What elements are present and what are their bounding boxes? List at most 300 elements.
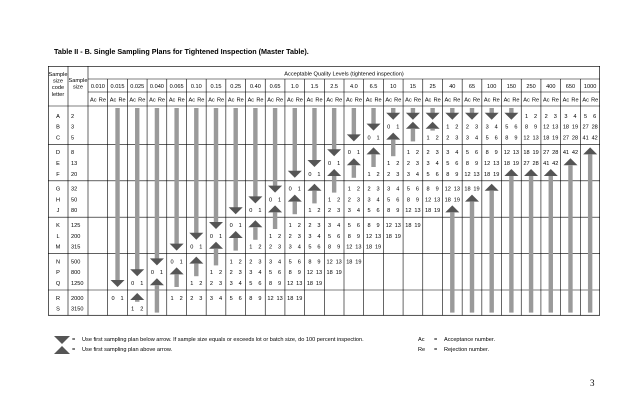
re-value: 6 bbox=[435, 171, 439, 178]
arrow-down-icon bbox=[386, 113, 400, 120]
ac-value: 41 bbox=[582, 135, 589, 142]
ac-value: 3 bbox=[328, 222, 332, 229]
re-value: 28 bbox=[552, 150, 559, 157]
row-code-letter: K bbox=[56, 222, 60, 229]
ac-value: 12 bbox=[543, 124, 550, 131]
arrow-up-shaft bbox=[273, 212, 277, 229]
ac-header: Ac bbox=[208, 97, 215, 104]
header-code-letter: code bbox=[51, 85, 65, 92]
re-value: 2 bbox=[179, 295, 183, 302]
re-header: Re bbox=[118, 97, 126, 104]
re-value: 9 bbox=[258, 295, 262, 302]
ac-value: 1 bbox=[131, 306, 135, 313]
ac-value: 0 bbox=[249, 208, 253, 215]
ac-header: Ac bbox=[188, 97, 196, 104]
re-value: 2 bbox=[297, 222, 301, 229]
ac-value: 18 bbox=[326, 270, 333, 277]
ac-value: 18 bbox=[385, 233, 392, 240]
re-value: 3 bbox=[199, 295, 203, 302]
re-value: 2 bbox=[317, 208, 321, 215]
ac-value: 18 bbox=[365, 244, 373, 251]
ac-value: 5 bbox=[347, 222, 351, 229]
re-header: Re bbox=[315, 97, 323, 104]
arrow-down-icon bbox=[209, 222, 223, 229]
re-value: 6 bbox=[337, 233, 341, 240]
arrow-down-shaft bbox=[253, 108, 257, 197]
ac-value: 3 bbox=[387, 186, 391, 193]
ac-value: 8 bbox=[465, 160, 470, 167]
aql-value: 1000 bbox=[583, 84, 597, 90]
arrow-up-icon bbox=[248, 220, 262, 227]
arrow-up-shaft bbox=[509, 176, 513, 313]
ac-value: 0 bbox=[131, 280, 135, 287]
row-code-letter: C bbox=[55, 135, 61, 142]
ac-header: Ac bbox=[483, 97, 491, 104]
arrow-up-shaft bbox=[233, 238, 237, 251]
ac-value: 5 bbox=[446, 160, 450, 167]
row-sample-size: 32 bbox=[71, 186, 78, 193]
aql-value: 0.10 bbox=[190, 84, 202, 90]
aql-value: 2.5 bbox=[330, 84, 339, 90]
re-value: 3 bbox=[474, 124, 479, 131]
arrow-down-icon bbox=[54, 336, 70, 344]
arrow-up-shaft bbox=[450, 212, 454, 312]
re-header: Re bbox=[453, 97, 461, 104]
re-value: 2 bbox=[140, 306, 144, 313]
ac-value: 2 bbox=[406, 160, 410, 167]
re-value: 6 bbox=[258, 280, 262, 287]
re-value: 13 bbox=[473, 171, 480, 178]
legend-down bbox=[54, 335, 574, 345]
ac-value: 12 bbox=[287, 280, 294, 287]
re-value: 3 bbox=[455, 135, 459, 142]
re-value: 6 bbox=[356, 222, 360, 229]
re-value: 1 bbox=[396, 124, 400, 131]
re-value: 3 bbox=[356, 197, 360, 204]
arrow-up-icon bbox=[504, 169, 518, 176]
arrow-up-icon bbox=[465, 195, 479, 202]
arrow-up-icon bbox=[150, 278, 164, 285]
re-value: 3 bbox=[337, 208, 341, 215]
re-value: 19 bbox=[434, 208, 441, 215]
ac-value: 8 bbox=[249, 295, 253, 302]
re-value: 9 bbox=[317, 259, 321, 266]
arrow-down-icon bbox=[229, 207, 243, 214]
ac-value: 12 bbox=[306, 270, 314, 277]
re-value: 9 bbox=[278, 280, 282, 287]
re-value: 3 bbox=[415, 160, 420, 167]
re-value: 13 bbox=[315, 270, 323, 277]
aql-value: 1.5 bbox=[310, 84, 319, 90]
ac-value: 3 bbox=[426, 160, 430, 167]
re-value: 13 bbox=[296, 280, 303, 287]
ac-value: 3 bbox=[564, 113, 568, 120]
ac-value: 8 bbox=[387, 208, 391, 215]
ac-value: 2 bbox=[268, 244, 273, 251]
row-sample-size: 125 bbox=[71, 222, 81, 229]
re-header: Re bbox=[216, 97, 225, 104]
ac-header: Ac bbox=[365, 97, 373, 104]
re-value: 3 bbox=[435, 150, 439, 157]
re-value: 13 bbox=[512, 150, 520, 157]
re-value: 1 bbox=[199, 244, 203, 251]
legend-up-text: Use first sampling plan above arrow. bbox=[82, 347, 173, 353]
ac-value: 3 bbox=[249, 270, 253, 277]
ac-value: 1 bbox=[347, 186, 351, 193]
re-value: 4 bbox=[494, 124, 498, 131]
arrow-up-icon bbox=[583, 147, 597, 154]
row-code-letter: N bbox=[55, 259, 61, 266]
arrow-up-icon bbox=[367, 147, 381, 154]
re-value: 1 bbox=[159, 270, 164, 277]
ac-value: 8 bbox=[505, 135, 509, 142]
re-value: 4 bbox=[238, 280, 242, 287]
row-code-letter: R bbox=[55, 295, 61, 302]
ac-value: 18 bbox=[405, 222, 412, 229]
ac-value: 8 bbox=[268, 280, 273, 287]
ac-value: 0 bbox=[308, 171, 312, 178]
re-header: Re bbox=[532, 97, 540, 104]
re-value: 13 bbox=[355, 244, 362, 251]
re-value: 1 bbox=[140, 280, 144, 287]
re-header: Re bbox=[394, 97, 402, 104]
re-header: Re bbox=[236, 97, 244, 104]
arrow-down-shaft bbox=[312, 108, 316, 161]
re-value: 28 bbox=[532, 160, 539, 167]
re-value: 13 bbox=[552, 124, 559, 131]
aql-value: 150 bbox=[506, 84, 517, 90]
re-value: 4 bbox=[376, 197, 380, 204]
row-sample-size: 315 bbox=[71, 244, 81, 251]
re-header: Re bbox=[413, 97, 422, 104]
re-value: 1 bbox=[120, 295, 124, 302]
re-value: 2 bbox=[356, 186, 360, 193]
re-value: 2 bbox=[258, 244, 262, 251]
ac-value: 8 bbox=[347, 233, 351, 240]
ac-header: Ac bbox=[247, 97, 255, 104]
ac-value: 2 bbox=[288, 233, 292, 240]
row-code-letter: G bbox=[55, 186, 61, 193]
re-value: 3 bbox=[317, 222, 321, 229]
ac-value: 8 bbox=[446, 171, 450, 178]
ac-header: Ac bbox=[90, 97, 97, 104]
row-code-letter: S bbox=[56, 306, 60, 313]
arrow-up-shaft bbox=[155, 285, 159, 312]
ac-header: Ac bbox=[405, 97, 412, 104]
arrow-up-icon bbox=[544, 169, 558, 176]
aql-value: 0.40 bbox=[249, 84, 261, 90]
ac-value: 3 bbox=[209, 295, 214, 302]
arrow-down-icon bbox=[248, 196, 262, 203]
re-header: Re bbox=[295, 97, 303, 104]
ac-value: 0 bbox=[229, 222, 233, 229]
re-value: 9 bbox=[415, 197, 420, 204]
arrow-down-icon bbox=[504, 113, 518, 120]
ac-header: Ac bbox=[227, 97, 235, 104]
re-value: 1 bbox=[278, 197, 282, 204]
header-sample-size: size bbox=[73, 84, 83, 91]
aql-value: 0.015 bbox=[110, 84, 125, 90]
ac-value: 18 bbox=[346, 259, 353, 266]
ac-header: Ac bbox=[306, 97, 314, 104]
row-code-letter: M bbox=[55, 244, 61, 251]
row-code-letter: J bbox=[56, 208, 60, 215]
legend-up bbox=[54, 345, 574, 355]
header-code-letter: letter bbox=[51, 91, 65, 98]
re-value: 3 bbox=[278, 244, 282, 251]
arrow-down-shaft bbox=[332, 108, 336, 150]
ac-value: 1 bbox=[406, 150, 410, 157]
page-number: 3 bbox=[590, 378, 595, 388]
re-value: 4 bbox=[455, 150, 459, 157]
re-header: Re bbox=[433, 97, 441, 104]
arrow-down-icon bbox=[406, 113, 420, 120]
re-value: 19 bbox=[414, 222, 421, 229]
re-value: 9 bbox=[337, 244, 341, 251]
ac-value: 0 bbox=[170, 259, 174, 266]
ac-value: 0 bbox=[150, 270, 154, 277]
aql-value: 100 bbox=[487, 84, 497, 90]
ac-value: 12 bbox=[267, 295, 274, 302]
row-sample-size: 2 bbox=[71, 113, 75, 120]
arrow-down-icon bbox=[465, 113, 479, 120]
arrow-up-shaft bbox=[391, 140, 395, 157]
re-value: 42 bbox=[552, 160, 559, 167]
ac-value: 1 bbox=[190, 280, 194, 287]
ac-value: 12 bbox=[385, 222, 392, 229]
ac-value: 0 bbox=[367, 135, 371, 142]
arrow-up-icon bbox=[386, 133, 400, 140]
legend-eq: = bbox=[72, 337, 76, 343]
legend-down-text: Use first sampling plan below arrow. If sample size equals or exceeds lot or batch size, do 100 percent inspection. bbox=[82, 337, 364, 343]
arrow-down-shaft bbox=[115, 108, 119, 281]
aql-value: 25 bbox=[429, 84, 436, 90]
sampling-table bbox=[48, 66, 600, 317]
arrow-up-icon bbox=[485, 184, 499, 191]
ac-value: 12 bbox=[464, 171, 471, 178]
arrow-up-shaft bbox=[253, 227, 257, 240]
ac-header: Ac bbox=[168, 97, 176, 104]
re-value: 4 bbox=[435, 160, 439, 167]
arrow-up-shaft bbox=[194, 264, 198, 277]
re-value: 13 bbox=[532, 135, 539, 142]
header-aql-title: Acceptable Quality Levels (tightened inspection) bbox=[284, 71, 404, 78]
re-header: Re bbox=[177, 97, 185, 104]
legend-eq: = bbox=[434, 347, 438, 353]
row-sample-size: 13 bbox=[71, 160, 78, 167]
aql-value: 250 bbox=[526, 84, 536, 90]
arrow-down-icon bbox=[268, 186, 282, 193]
ac-value: 3 bbox=[308, 233, 312, 240]
ac-header: Ac bbox=[503, 97, 511, 104]
ac-value: 2 bbox=[367, 186, 371, 193]
ac-value: 2 bbox=[328, 208, 332, 215]
arrow-up-icon bbox=[189, 257, 203, 264]
re-value: 13 bbox=[453, 186, 460, 193]
table-title: Table II - B. Single Sampling Plans for Tightened Inspection (Master Table). bbox=[54, 47, 309, 56]
arrow-up-icon bbox=[563, 158, 577, 165]
ac-value: 5 bbox=[505, 124, 509, 131]
re-value: 4 bbox=[297, 244, 301, 251]
arrow-up-shaft bbox=[135, 300, 139, 302]
ac-value: 2 bbox=[347, 197, 351, 204]
re-header: Re bbox=[512, 97, 520, 104]
ac-value: 5 bbox=[465, 150, 470, 157]
re-value: 4 bbox=[337, 222, 341, 229]
arrow-down-shaft bbox=[352, 108, 356, 135]
table-frame bbox=[48, 66, 599, 315]
ac-value: 18 bbox=[562, 124, 570, 131]
arrow-up-shaft bbox=[549, 176, 553, 313]
re-value: 3 bbox=[553, 113, 557, 120]
ac-value: 12 bbox=[346, 244, 353, 251]
ac-value: 27 bbox=[562, 135, 570, 142]
row-code-letter: L bbox=[56, 233, 60, 240]
arrow-up-icon bbox=[170, 267, 184, 274]
re-value: 19 bbox=[453, 197, 460, 204]
row-sample-size: 5 bbox=[71, 135, 75, 142]
ac-value: 2 bbox=[544, 113, 548, 120]
ac-value: 8 bbox=[308, 259, 312, 266]
ac-value: 2 bbox=[387, 171, 391, 178]
ac-value: 12 bbox=[405, 208, 412, 215]
ac-value: 12 bbox=[523, 135, 530, 142]
re-value: 2 bbox=[218, 270, 223, 277]
arrow-down-icon bbox=[150, 258, 164, 265]
re-header: Re bbox=[472, 97, 481, 104]
arrow-up-icon bbox=[229, 231, 243, 238]
arrow-up-shaft bbox=[371, 154, 375, 167]
header-code-letter: Sample bbox=[48, 72, 68, 78]
re-value: 19 bbox=[552, 135, 559, 142]
arrow-down-shaft bbox=[293, 108, 297, 172]
re-value: 6 bbox=[278, 270, 282, 277]
legend-eq: = bbox=[72, 347, 76, 353]
re-value: 1 bbox=[297, 186, 301, 193]
ac-value: 2 bbox=[209, 280, 214, 287]
ac-value: 3 bbox=[465, 135, 470, 142]
ac-value: 18 bbox=[444, 197, 451, 204]
re-value: 2 bbox=[278, 233, 282, 240]
ac-value: 8 bbox=[485, 150, 489, 157]
re-header: Re bbox=[571, 97, 579, 104]
ac-value: 2 bbox=[190, 295, 194, 302]
arrow-down-icon bbox=[288, 171, 302, 178]
ac-value: 5 bbox=[328, 233, 332, 240]
re-header: Re bbox=[256, 97, 264, 104]
ac-value: 2 bbox=[446, 135, 450, 142]
ac-value: 12 bbox=[484, 160, 491, 167]
row-sample-size: 80 bbox=[71, 208, 78, 215]
arrow-up-shaft bbox=[214, 249, 218, 266]
re-value: 19 bbox=[532, 150, 539, 157]
re-value: 1 bbox=[179, 259, 183, 266]
re-value: 13 bbox=[335, 259, 342, 266]
ac-value: 5 bbox=[268, 270, 273, 277]
ac-header: Ac bbox=[464, 97, 471, 104]
aql-value: 0.025 bbox=[130, 84, 145, 90]
aql-value: 0.65 bbox=[269, 84, 281, 90]
row-code-letter: A bbox=[56, 113, 60, 120]
re-value: 6 bbox=[455, 160, 459, 167]
ac-value: 5 bbox=[485, 135, 489, 142]
ac-value: 5 bbox=[367, 208, 371, 215]
row-sample-size: 200 bbox=[71, 233, 81, 240]
ac-value: 1 bbox=[524, 113, 529, 120]
ac-header: Ac bbox=[149, 97, 156, 104]
ac-value: 0 bbox=[387, 124, 391, 131]
re-value: 42 bbox=[591, 135, 598, 142]
arrow-down-icon bbox=[347, 134, 361, 141]
ac-value: 3 bbox=[367, 197, 371, 204]
re-value: 2 bbox=[199, 280, 203, 287]
re-value: 4 bbox=[258, 270, 262, 277]
ac-value: 27 bbox=[543, 150, 550, 157]
ac-value: 3 bbox=[406, 171, 410, 178]
aql-value: 400 bbox=[546, 84, 556, 90]
ac-value: 8 bbox=[288, 270, 292, 277]
ac-value: 5 bbox=[387, 197, 391, 204]
row-code-letter: F bbox=[56, 171, 60, 178]
ac-value: 8 bbox=[406, 197, 410, 204]
re-value: 3 bbox=[238, 270, 242, 277]
aql-value: 15 bbox=[409, 84, 417, 90]
re-value: 6 bbox=[396, 197, 400, 204]
ac-value: 1 bbox=[367, 171, 371, 178]
row-code-letter: P bbox=[56, 270, 60, 277]
ac-value: 0 bbox=[328, 160, 332, 167]
re-header: Re bbox=[276, 97, 284, 104]
re-value: 19 bbox=[315, 280, 323, 287]
legend-eq: = bbox=[434, 337, 438, 343]
aql-value: 0.25 bbox=[230, 84, 242, 90]
re-value: 19 bbox=[473, 186, 480, 193]
arrow-down-shaft bbox=[155, 108, 159, 259]
re-value: 6 bbox=[317, 244, 321, 251]
aql-value: 0.065 bbox=[169, 84, 184, 90]
arrow-up-icon bbox=[307, 184, 321, 191]
ac-header: Ac bbox=[523, 97, 530, 104]
ac-header: Ac bbox=[267, 97, 274, 104]
re-header: Re bbox=[354, 97, 362, 104]
aql-value: 40 bbox=[449, 84, 456, 90]
arrow-up-shaft bbox=[352, 165, 356, 178]
re-value: 2 bbox=[435, 135, 439, 142]
arrow-up-icon bbox=[130, 293, 144, 300]
aql-value: 650 bbox=[565, 84, 576, 90]
arrow-up-shaft bbox=[411, 129, 415, 142]
ac-header: Ac bbox=[424, 97, 432, 104]
re-value: 2 bbox=[455, 124, 459, 131]
re-value: 9 bbox=[297, 270, 301, 277]
ac-value: 0 bbox=[111, 295, 115, 302]
ac-value: 2 bbox=[249, 259, 253, 266]
re-value: 6 bbox=[474, 150, 479, 157]
aql-value: 10 bbox=[390, 84, 397, 90]
ac-value: 0 bbox=[209, 233, 214, 240]
row-code-letter: E bbox=[56, 160, 60, 167]
arrow-down-icon bbox=[367, 124, 381, 131]
row-sample-size: 20 bbox=[71, 171, 78, 178]
re-value: 4 bbox=[474, 135, 479, 142]
re-value: 28 bbox=[571, 135, 579, 142]
re-value: 1 bbox=[337, 160, 341, 167]
re-header: Re bbox=[157, 97, 166, 104]
re-value: 3 bbox=[396, 171, 400, 178]
re-value: 9 bbox=[356, 233, 360, 240]
header-code-letter: size bbox=[53, 78, 63, 85]
re-value: 3 bbox=[258, 259, 262, 266]
